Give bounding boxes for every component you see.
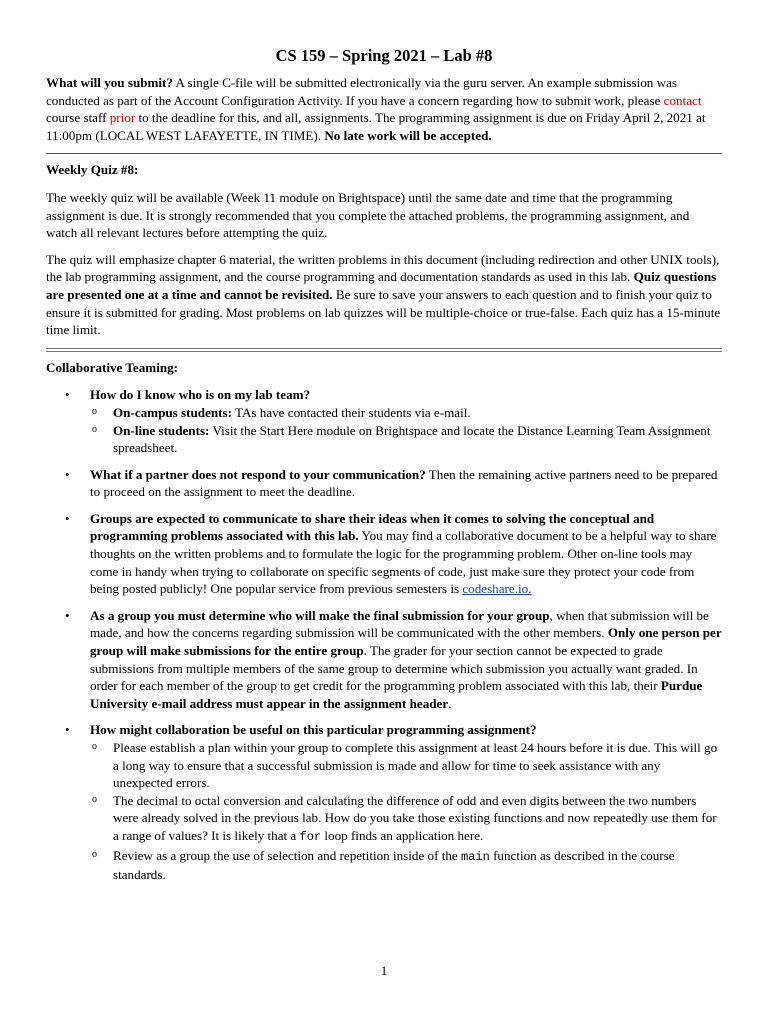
bullet-icon: • bbox=[65, 466, 70, 482]
sub-bullet-icon: o bbox=[92, 848, 97, 860]
sub-list-item: o On-line students: Visit the Start Here module on Brightspace and locate the Distance Learning Team Assignment spreadsheet. bbox=[92, 422, 711, 456]
list-item: • Groups are expected to communicate to share their ideas when it comes to solving the conceptual and programming problems associated with this lab. You may find a collaborative document to be a helpful way to share thoughts on the written problems and to formulate the logic for the programming problem. Other on-line tools may come in handy when trying to collaborate on specific segments of code, just make sure they protect your code from being posted publicly! One popular service from previous semesters is codeshare.io. bbox=[65, 510, 717, 597]
sub-bullet-icon: o bbox=[92, 741, 97, 752]
quiz-paragraph-1: The weekly quiz will be available (Week 11 module on Brightspace) until the same date and time that the programming assignment is due. It is strongly recommended that you complete the attached problems, the programming assignment, and watch all relevant lectures before attempting the quiz. bbox=[46, 189, 690, 241]
bullet-icon: • bbox=[65, 722, 70, 738]
sub-list-item: o On-campus students: TAs have contacted their students via e-mail. bbox=[92, 404, 471, 420]
contact-link[interactable]: contact bbox=[663, 92, 702, 108]
page-title: CS 159 – Spring 2021 – Lab #8 bbox=[275, 46, 493, 65]
list-item: • What if a partner does not respond to your communication? Then the remaining active partners need to be prepared to proceed on the assignment to meet the deadline. bbox=[65, 466, 718, 500]
quiz-heading: Weekly Quiz #8: bbox=[46, 162, 139, 178]
list-item: • How do I know who is on my lab team? o On-campus students: TAs have contacted their students via e-mail. o On-line students: Visit the Start Here module on Brightspace and locate the Distance Learning Team Assignment spreadsheet. bbox=[46, 386, 722, 456]
sub-list-item: o Please establish a plan within your group to complete this assignment at least 24 hours before it is due. This will go a long way to ensure that a successful submission is made and allow for time to seek assistance with any unexpected errors. bbox=[92, 740, 718, 791]
submit-lead: What will you submit? bbox=[46, 75, 173, 90]
collab-heading: Collaborative Teaming: bbox=[46, 359, 179, 375]
collab-list bbox=[46, 386, 722, 883]
bullet-icon: • bbox=[65, 387, 70, 403]
double-divider bbox=[46, 348, 722, 352]
codeshare-link[interactable]: codeshare.io. bbox=[462, 581, 532, 597]
submit-paragraph: What will you submit? A single C-file will be submitted electronically via the guru server. An example submission was conducted as part of the Account Configuration Activity. If you have a concern regarding how to submit work, please contact course staff prior to the deadline for this, and all, assignments. The programming assignment is due on Friday April 2, 2021 at 11:00pm (LOCAL WEST LAFAYETTE, IN TIME). No late work will be accepted. bbox=[46, 75, 706, 143]
list-item: • How might collaboration be useful on this particular programming assignment? o Please establish a plan within your group to complete this assignment at least 24 hours before it is due. This will go a long way to ensure that a successful submission is made and allow for time to seek assistance with any unexpected errors. o The decimal to octal conversion and calculating the difference of odd and even digits between the two numbers were already solved in the previous lab. How do you take those existing functions and now repeatedly use them for a range of values? It is likely that a for loop finds an application here. o Review as a group the use of selection and repetition inside of the main function as described in the course standards. bbox=[46, 721, 722, 883]
late-work-notice: No late work will be accepted. bbox=[324, 127, 492, 143]
bullet-icon: • bbox=[65, 510, 70, 526]
sub-bullet-icon: o bbox=[92, 405, 97, 417]
page-number: 1 bbox=[380, 963, 388, 978]
quiz-paragraph-2: The quiz will emphasize chapter 6 material, the written problems in this document (including redirection and other UNIX tools), the lab programming assignment, and the course programming and documentation standards as used in this lab. Quiz questions are presented one at a time and cannot be revisited. Be sure to save your answers to each question and to finish your quiz to ensure it is submitted for grading. Most problems on lab quizzes will be multiple-choice or true-false. Each quiz has a 15-minute time limit. bbox=[46, 251, 721, 338]
sub-bullet-icon: o bbox=[92, 793, 97, 805]
bullet-icon: • bbox=[65, 607, 70, 623]
list-item: • As a group you must determine who will make the final submission for your group, when that submission will be made, and how the concerns regarding submission will be communicated with the other members. Only one person per group will make submissions for the entire group. The grader for your section cannot be expected to grade submissions from multiple members of the same group to determine which submission you actually want graded. In order for each member of the group to get credit for the programming problem associated with this lab, their Purdue University e-mail address must appear in the assignment header. bbox=[65, 607, 722, 711]
sub-list-item: o Review as a group the use of selection and repetition inside of the main function as described in the course standards. bbox=[92, 847, 675, 883]
divider bbox=[46, 153, 722, 154]
sub-list-item: o The decimal to octal conversion and calculating the difference of odd and even digits between the two numbers were already solved in the previous lab. How do you take those existing functions and now repeatedly use them for a range of values? It is likely that a for loop finds an application here. bbox=[92, 792, 717, 844]
prior-emphasis: prior bbox=[109, 110, 136, 126]
sub-bullet-icon: o bbox=[92, 423, 97, 435]
